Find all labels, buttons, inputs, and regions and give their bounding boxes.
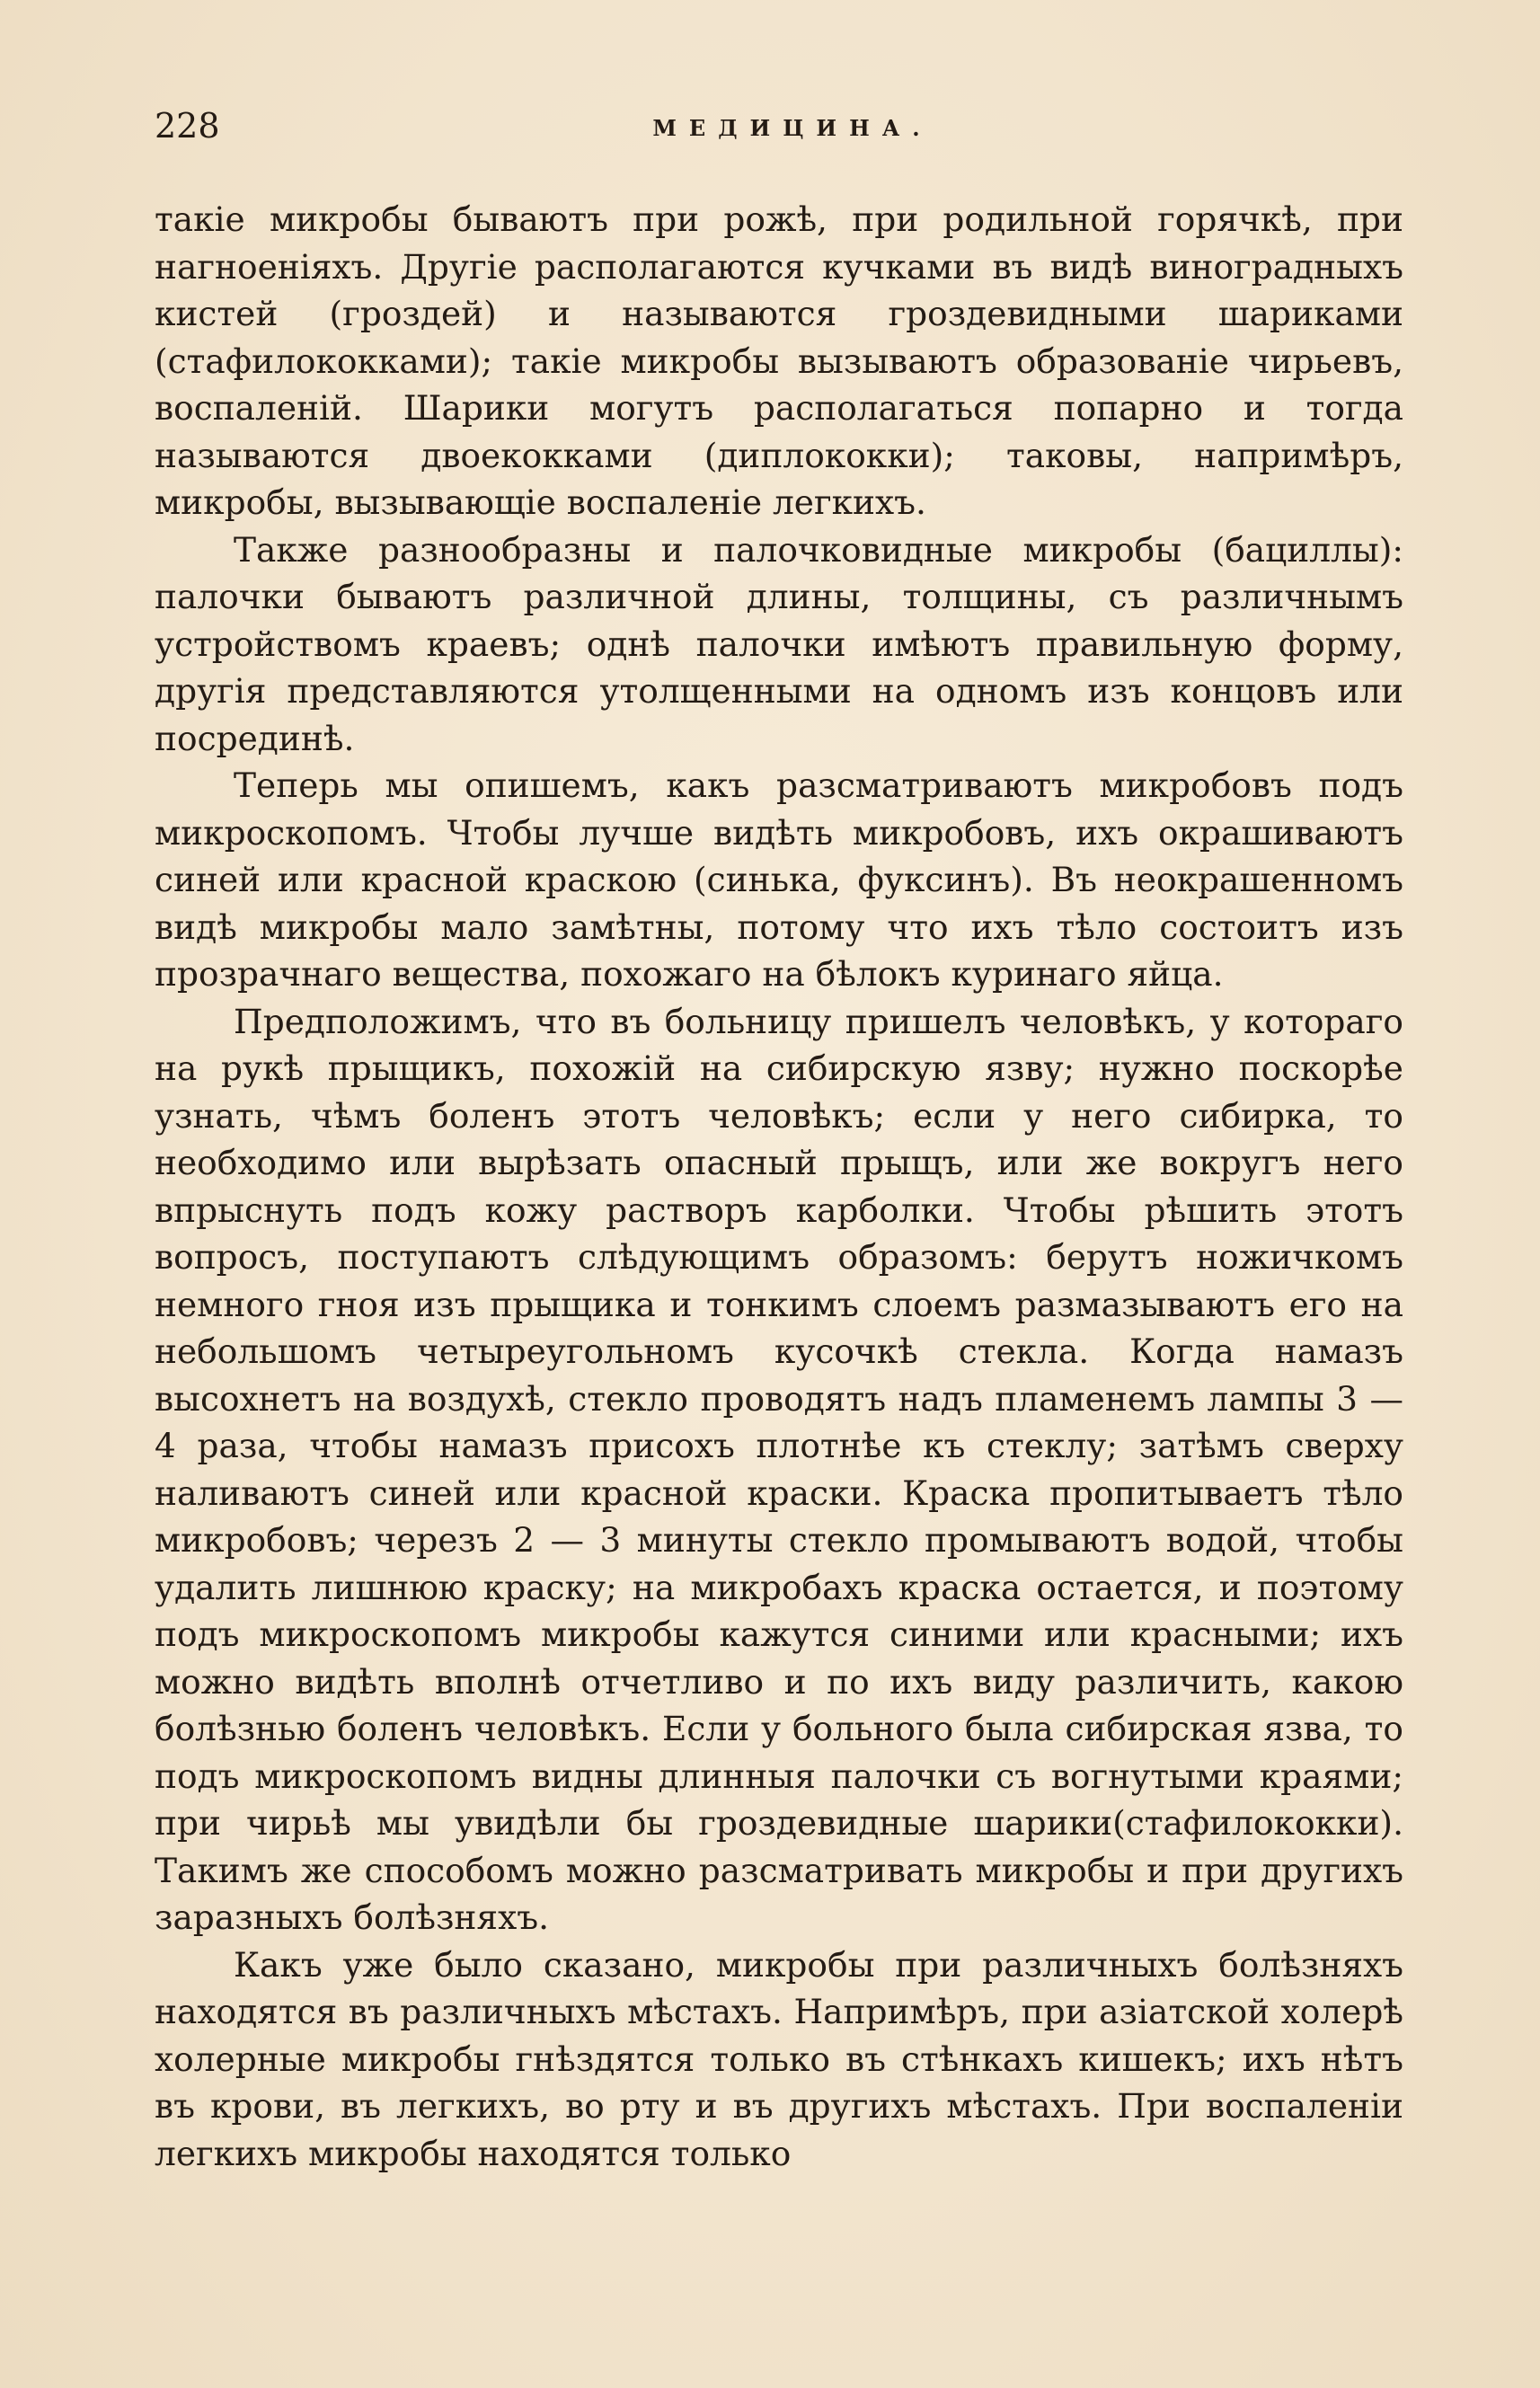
paragraph-procedure: Предположимъ, что въ больницу пришелъ человѣкъ, у котораго на рукѣ прыщикъ, похожій на сибирскую язву; нужно поскорѣе узнать, чѣмъ боленъ этотъ человѣкъ; если у него сибирка, то необходимо или вырѣзать опасный прыщъ, или же вокругъ него впрыснуть подъ кожу растворъ карболки. Чтобы рѣшить этотъ вопросъ, поступаютъ слѣдующимъ образомъ: берутъ ножичкомъ немного гноя изъ прыщика и тонкимъ слоемъ размазываютъ его на небольшомъ четыреугольномъ кусочкѣ стекла. Когда намазъ высохнетъ на воздухѣ, стекло проводятъ надъ пламенемъ лампы 3 — 4 раза, чтобы намазъ присохъ плотнѣе къ стеклу; затѣмъ сверху наливаютъ синей или красной краски. Краска пропитываетъ тѣло микробовъ; черезъ 2 — 3 минуты стекло промываютъ водой, чтобы удалить лишнюю краску; на микробахъ краска остается, и поэтому подъ микроскопомъ микробы кажутся синими или красными; ихъ можно видѣть вполнѣ отчетливо и по ихъ виду различить, какою болѣзнью боленъ человѣкъ. Если у больного была сибирская язва, то подъ микроскопомъ видны длинныя палочки съ вогнутыми краями; при чирьѣ мы увидѣли бы гроздевидные шарики(стафилококки). Такимъ же способомъ можно разсматривать микробы и при другихъ заразныхъ болѣзняхъ. <box>155 1001 1403 1937</box>
paragraph-bacilli: Также разнообразны и палочковидные микробы (бациллы): палочки бываютъ различной длины, толщины, съ различнымъ устройствомъ краевъ; однѣ палочки имѣютъ правильную форму, другія представляются утолщенными на одномъ изъ концовъ или посрединѣ. <box>155 529 1403 758</box>
body-text <box>155 196 1403 2177</box>
running-title: МЕДИЦИНА. <box>652 115 933 141</box>
page-number: 228 <box>155 106 220 146</box>
paragraph-microscope: Теперь мы опишемъ, какъ разсматриваютъ микробовъ подъ микроскопомъ. Чтобы лучше видѣть микробовъ, ихъ окрашиваютъ синей или красной краскою (синька, фуксинъ). Въ неокрашенномъ видѣ микробы мало замѣтны, потому что ихъ тѣло состоитъ изъ прозрачнаго вещества, похожаго на бѣлокъ куринаго яйца. <box>155 765 1403 994</box>
paragraph-locations: Какъ уже было сказано, микробы при различныхъ болѣзняхъ находятся въ различныхъ мѣстахъ. Напримѣръ, при азіатской холерѣ холерные микробы гнѣздятся только въ стѣнкахъ кишекъ; ихъ нѣтъ въ крови, въ легкихъ, во рту и въ другихъ мѣстахъ. При воспаленіи легкихъ микробы находятся только <box>155 1944 1403 2173</box>
page-header <box>155 106 1403 160</box>
paragraph-continuation: такіе микробы бываютъ при рожѣ, при родильной горячкѣ, при нагноеніяхъ. Другіе располагаются кучками въ видѣ виноградныхъ кистей (гроздей) и называются гроздевидными шариками (стафилококками); такіе микробы вызываютъ образованіе чирьевъ, воспаленій. Шарики могутъ располагаться попарно и тогда называются двоекокками (диплококки); таковы, напримѣръ, микробы, вызывающіе воспаленіе легкихъ. <box>155 199 1403 522</box>
